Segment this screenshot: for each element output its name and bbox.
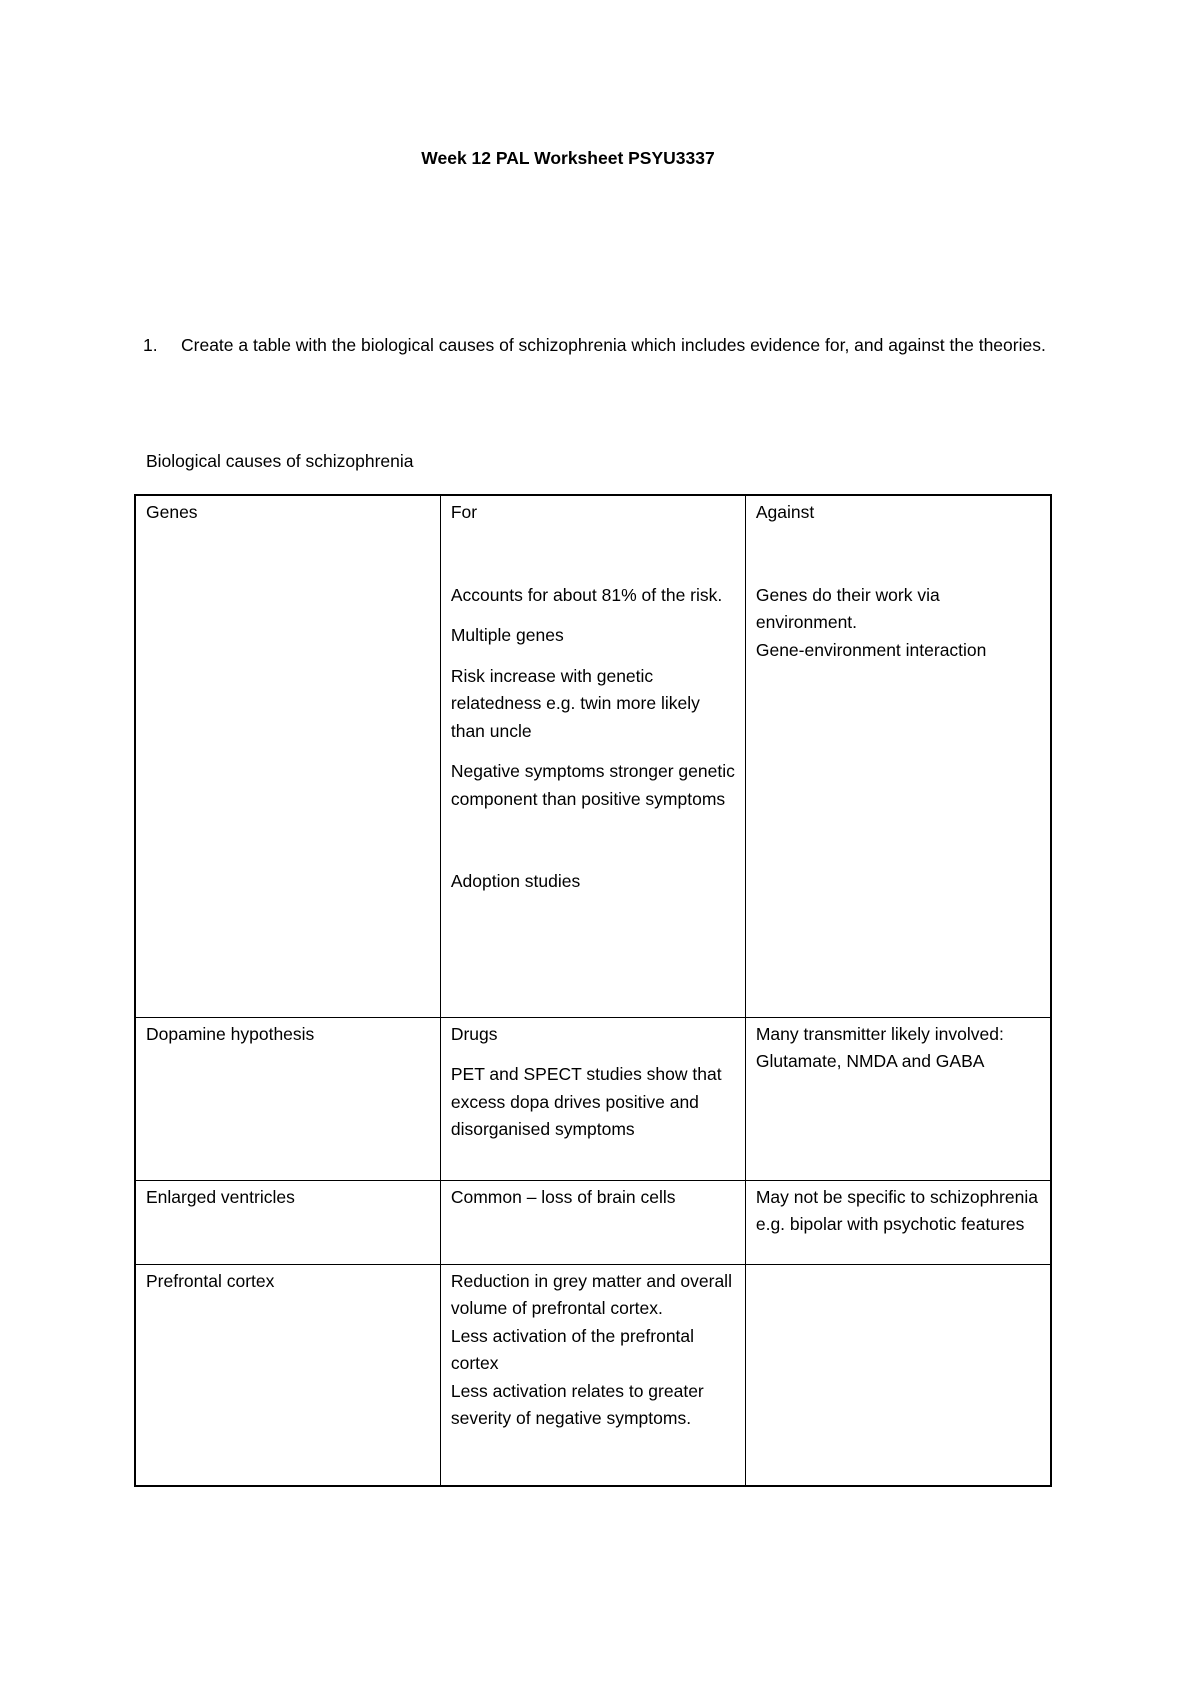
prefrontal-for-point: Less activation relates to greater severity of negative symptoms.: [450, 1380, 704, 1428]
prefrontal-for-point: Reduction in grey matter and overall volume of prefrontal cortex.: [450, 1270, 732, 1318]
cell-ventricles-label: Enlarged ventricles: [135, 1180, 440, 1264]
dopamine-for-point: Drugs: [450, 1023, 498, 1044]
genes-for-point: Accounts for about 81% of the risk.: [450, 584, 723, 605]
cell-genes-against: [745, 495, 1051, 1017]
cell-prefrontal-against: [745, 1264, 1051, 1486]
header-against: Against: [755, 502, 815, 522]
page-title: Week 12 PAL Worksheet PSYU3337: [421, 148, 715, 168]
cell-dopamine-for: [440, 1017, 745, 1180]
genes-for-point: Multiple genes: [450, 625, 564, 645]
genes-for-point: Risk increase with genetic relatedness e.g. twin more likely than uncle: [450, 665, 700, 741]
genes-for-point: Negative symptoms stronger genetic component than positive symptoms: [450, 761, 735, 809]
biological-causes-table: [134, 494, 1052, 1487]
cell-ventricles-against: May not be specific to schizophrenia e.g. bipolar with psychotic features: [745, 1180, 1051, 1264]
question-text: Create a table with the biological causes of schizophrenia which includes evidence for, and against the theories.: [181, 335, 1046, 355]
genes-against-point: Genes do their work via environment.: [755, 584, 940, 632]
table-caption: Biological causes of schizophrenia: [146, 451, 414, 471]
table-row-dopamine: [135, 1017, 1051, 1180]
cell-prefrontal-label: Prefrontal cortex: [135, 1264, 440, 1486]
genes-for-point: Adoption studies: [450, 871, 581, 891]
dopamine-for-point: PET and SPECT studies show that excess dopa drives positive and disorganised symptoms: [450, 1064, 722, 1139]
question-number: 1.: [143, 335, 158, 355]
genes-against-point: Gene-environment interaction: [755, 639, 987, 660]
table-row-prefrontal: [135, 1264, 1051, 1486]
header-for: For: [450, 502, 478, 522]
cell-genes-label: [135, 495, 440, 1017]
cell-genes-for: [440, 495, 745, 1017]
cell-dopamine-label: Dopamine hypothesis: [135, 1017, 440, 1180]
prefrontal-for-point: Less activation of the prefrontal cortex: [450, 1325, 695, 1373]
header-genes: Genes: [146, 502, 198, 522]
table-row-genes: [135, 495, 1051, 1017]
question-1: [143, 330, 1051, 360]
table-row-ventricles: [135, 1180, 1051, 1264]
cell-dopamine-against: Many transmitter likely involved: Glutamate, NMDA and GABA: [745, 1017, 1051, 1180]
cell-ventricles-for: Common – loss of brain cells: [440, 1180, 745, 1264]
cell-prefrontal-for: [440, 1264, 745, 1486]
